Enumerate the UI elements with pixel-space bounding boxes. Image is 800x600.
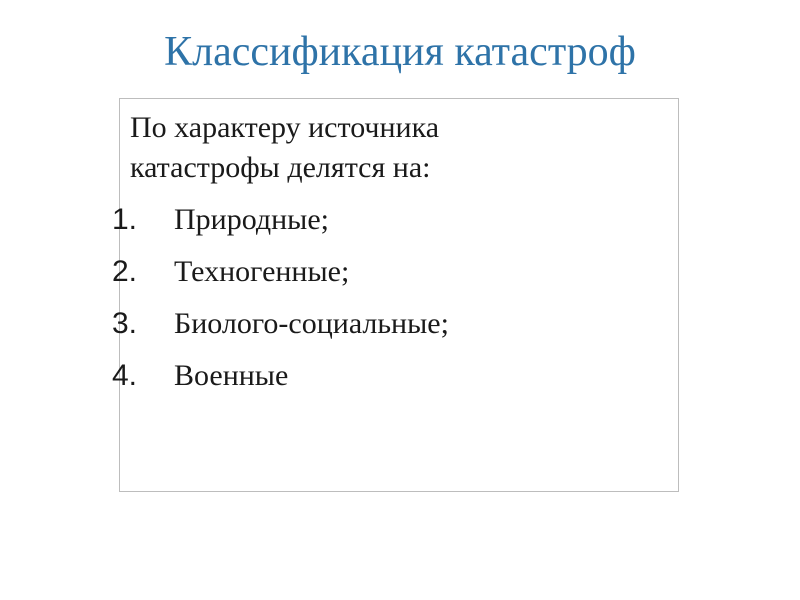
intro-line-2: катастрофы делятся на:: [130, 151, 431, 184]
list-item-number: 4.: [112, 359, 138, 392]
list-item-number: 2.: [112, 255, 138, 288]
intro-text: [130, 108, 670, 188]
list-item-number: 3.: [112, 307, 138, 340]
list-item-text: Биолого-социальные;: [174, 307, 449, 340]
list-item: [112, 298, 672, 350]
list-item-number: 1.: [112, 203, 138, 236]
list-item-text: Военные: [174, 359, 289, 392]
slide-title: Классификация катастроф: [164, 29, 636, 75]
list-item: [112, 350, 672, 402]
list-item-text: Природные;: [174, 203, 329, 236]
classification-list: [112, 194, 672, 402]
list-item: [112, 194, 672, 246]
intro-line-1: По характеру источника: [130, 111, 440, 144]
list-item: [112, 246, 672, 298]
list-item-text: Техногенные;: [174, 255, 350, 288]
